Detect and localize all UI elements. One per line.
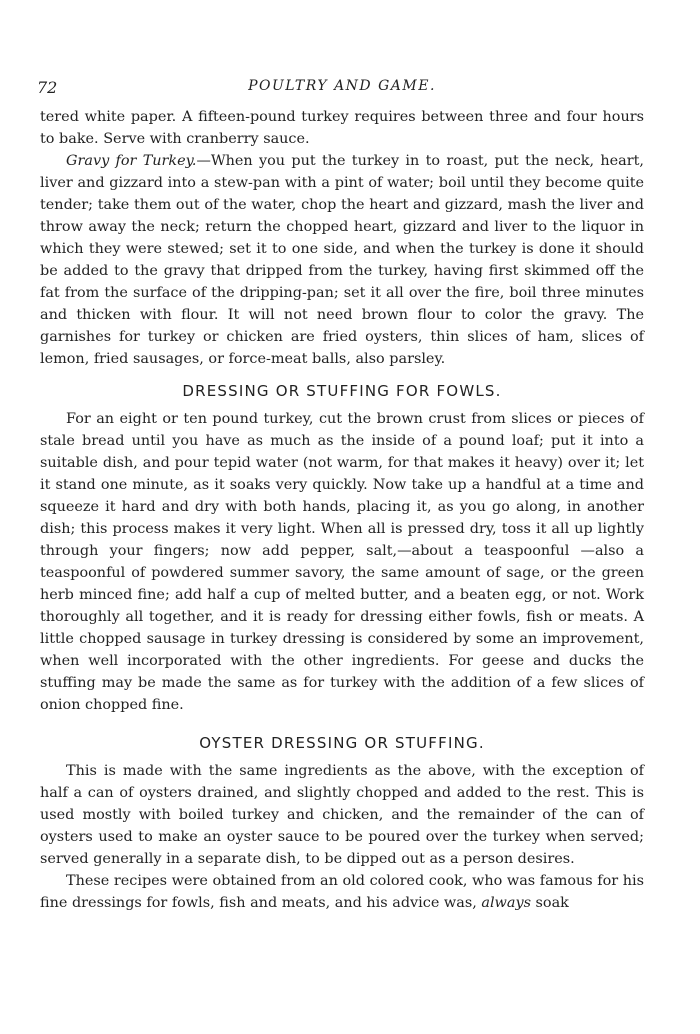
gravy-text: —When you put the turkey in to roast, put the neck, heart, liver and gizzard into a stew-pan with a pint of water; boil until they become quite tender; take them out of the water, chop the heart and gizzard, mash the liver and throw away the neck; return the chopped heart, gizzard and liver to the liquor in which they were stewed; set it to one side, and when the turkey is done it should be added to the gravy that dripped from the turkey, having first skimmed off the fat from the surface of the dripping-pan; set it all over the fire, boil three minutes and thicken with flour. It will not need brown flour to color the gravy. The garnishes for turkey or chicken are fried oysters, thin slices of ham, slices of lemon, fried sausages, or force-meat balls, also parsley. bbox=[40, 153, 644, 367]
closing-text-before: These recipes were obtained from an old colored cook, who was famous for his fine dressings for fowls, fish and meats, and his advice was, bbox=[40, 873, 644, 911]
gravy-title: Gravy for Turkey. bbox=[66, 153, 197, 169]
dressing-paragraph: For an eight or ten pound turkey, cut the brown crust from slices or pieces of stale bread until you have as much as the inside of a pound loaf; put it into a suitable dish, and pour tepid water (not warm, for that makes it heavy) over it; let it stand one minute, as it soaks very quickly. Now take up a handful at a time and squeeze it hard and dry with both hands, placing it, as you go along, in another dish; this process makes it very light. When all is pressed dry, toss it all up lightly through your fingers; now add pepper, salt,—about a teaspoonful —also a teaspoonful of powdered summer savory, the same amount of sage, or the green herb minced fine; add half a cup of melted butter, and a beaten egg, or not. Work thoroughly all together, and it is ready for dressing either fowls, fish or meats. A little chopped sausage in turkey dressing is considered by some an improvement, when well incorporated with the other ingredients. For geese and ducks the stuffing may be made the same as for turkey with the addition of a few slices of onion chopped fine. bbox=[40, 411, 644, 713]
gravy-paragraph bbox=[40, 150, 644, 370]
intro-paragraph: tered white paper. A fifteen-pound turkey requires between three and four hours to bake. Serve with cranberry sauce. bbox=[40, 109, 644, 147]
running-head bbox=[37, 78, 644, 102]
book-page bbox=[37, 78, 644, 914]
dressing-heading: DRESSING OR STUFFING FOR FOWLS. bbox=[182, 382, 502, 400]
closing-paragraph bbox=[40, 870, 644, 914]
running-head-title: POULTRY AND GAME. bbox=[248, 78, 436, 94]
oyster-heading: OYSTER DRESSING OR STUFFING. bbox=[199, 734, 485, 752]
closing-text-after: soak bbox=[535, 895, 569, 911]
page-number: 72 bbox=[37, 78, 58, 97]
oyster-paragraph: This is made with the same ingredients as the above, with the exception of half a can of oysters drained, and slightly chopped and added to the rest. This is used mostly with boiled turkey and chicken, and the remainder of the can of oysters used to make an oyster sauce to be poured over the turkey when served; served generally in a separate dish, to be dipped out as a person desires. bbox=[40, 763, 644, 867]
closing-emphasis: always bbox=[481, 895, 531, 911]
